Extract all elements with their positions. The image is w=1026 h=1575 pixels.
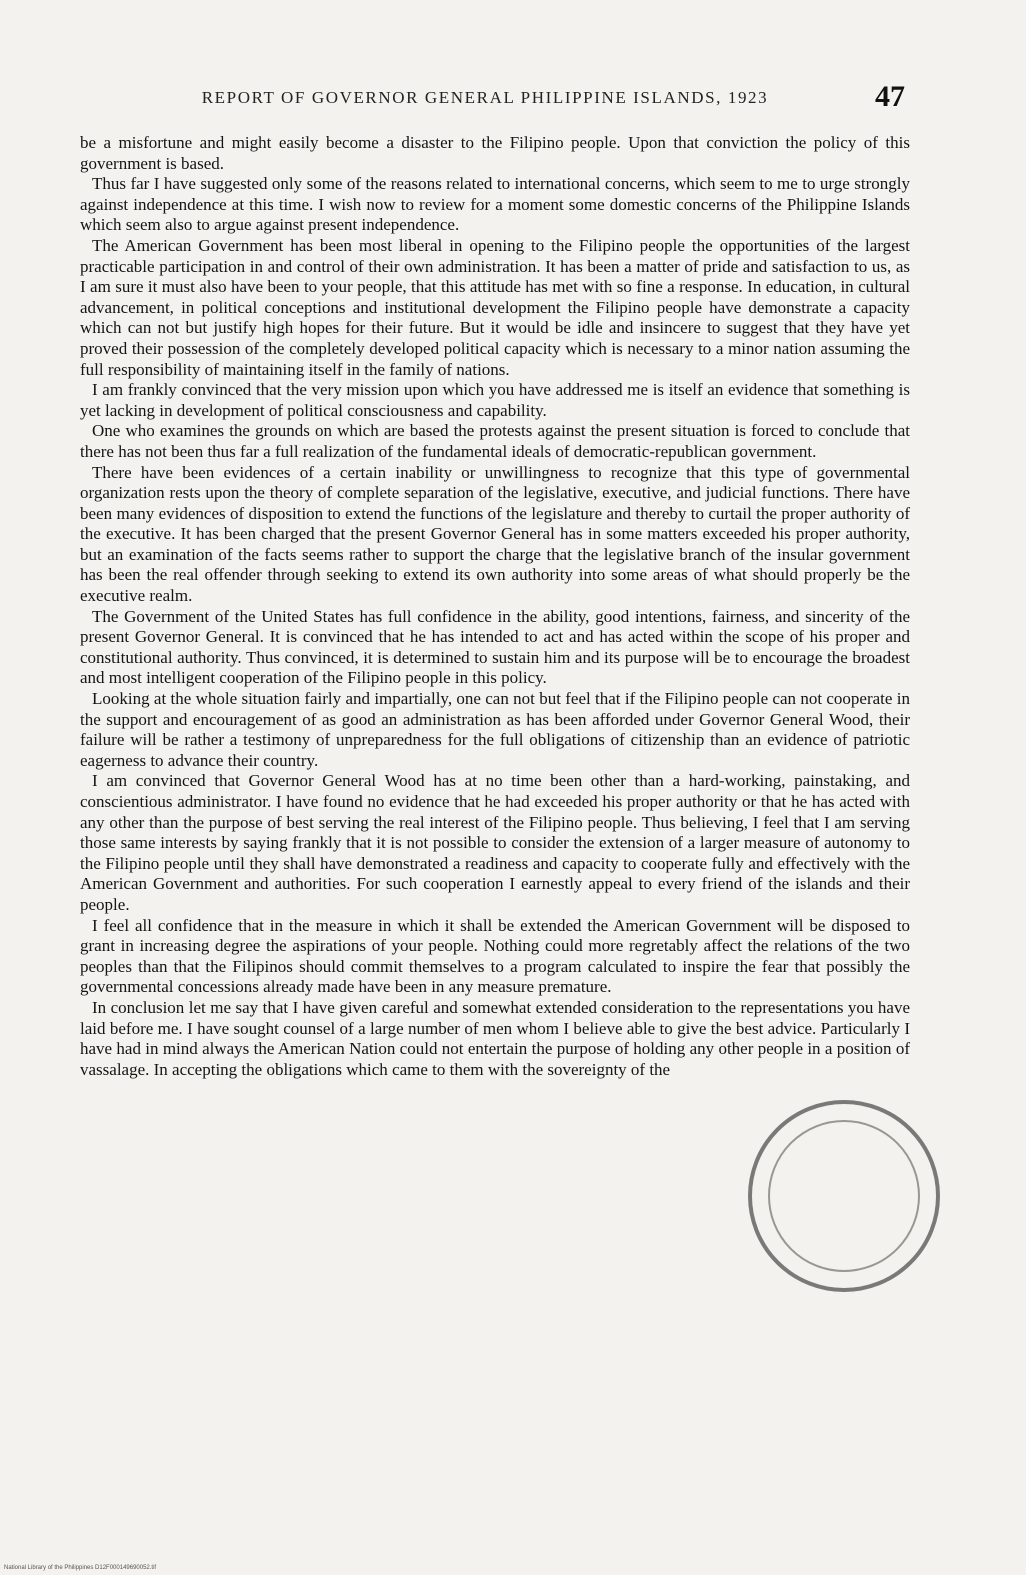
- paragraph-separation-of-powers: There have been evidences of a certain inability or unwillingness to recognize that this type of governmental organization rests upon the theory of complete separation of the legislative, executive, and judicial functions. There have been many evidences of disposition to extend the functions of the legislature and thereby to curtail the proper authority of the executive. It has been charged that the present Governor General has in some matters exceeded his proper authority, but an examination of the facts seems rather to support the charge that the legislative branch of the insular government has been the real offender through seeking to extend its own authority into some areas of what should properly be the executive realm.: [80, 462, 910, 606]
- paragraph-whole-situation: Looking at the whole situation fairly and impartially, one can not but feel that if the Filipino people can not cooperate in the support and encouragement of as good an administration as has been afforded under Governor General Wood, their failure will be rather a testimony of unpreparedness for the full obligations of citizenship than an evidence of patriotic eagerness to advance their country.: [80, 689, 910, 770]
- running-head: REPORT OF GOVERNOR GENERAL PHILIPPINE ISLANDS, 1923: [201, 88, 769, 107]
- paragraph-governor-wood: I am convinced that Governor General Wood has at no time been other than a hard-working, painstaking, and conscientious administrator. I have found no evidence that he had exceeded his proper authority or that he has acted with any other than the purpose of best serving the real interest of the Filipino people. Thus believing, I feel that I am serving those same interests by saying frankly that it is not possible to consider the extension of a larger measure of autonomy to the Filipino people until they shall have demonstrated a readiness and capacity to cooperate fully and effectively with the American Government and authorities. For such cooperation I earnestly appeal to every friend of the islands and their people.: [80, 771, 910, 914]
- body-text: [80, 133, 910, 1080]
- page-header: [120, 80, 905, 116]
- footer-credit: National Library of the Philippines D12F000149690052.tif: [4, 1565, 157, 1571]
- library-stamp: [748, 1100, 940, 1292]
- paragraph-conclusion: In conclusion let me say that I have given careful and somewhat extended consideration to the representations you have laid before me. I have sought counsel of a large number of men whom I believe able to give the best advice. Particularly I have had in mind always the American Nation could not entertain the purpose of holding any other people in a position of vassalage. In accepting the obligations which came to them with the sovereignty of the: [80, 997, 910, 1079]
- paragraph-american-government-liberal: The American Government has been most liberal in opening to the Filipino people the opportunities of the largest practicable participation in and control of their own administration. It has been a matter of pride and satisfaction to us, as I am sure it must also have been to your people, that this attitude has met with so fine a response. In education, in cultural advancement, in political conceptions and institutional development the Filipino people have demonstrate a capacity which can not but justify high hopes for their future. But it would be idle and insincere to suggest that they have yet proved their possession of the completely developed political capacity which is necessary to a minor nation assuming the full responsibility of maintaining itself in the family of nations.: [80, 235, 910, 379]
- paragraph-continuation: be a misfortune and might easily become a disaster to the Filipino people. Upon that conviction the policy of this government is based.: [80, 133, 910, 173]
- paragraph-international-concerns: Thus far I have suggested only some of the reasons related to international concerns, which seem to me to urge strongly against independence at this time. I wish now to review for a moment some domestic concerns of the Philippine Islands which seem also to argue against present independence.: [80, 174, 910, 235]
- page-number: 47: [875, 80, 905, 113]
- paragraph-protests-grounds: One who examines the grounds on which are based the protests against the present situation is forced to conclude that there has not been thus far a full realization of the fundamental ideals of democratic-republican government.: [80, 421, 910, 461]
- paragraph-mission-evidence: I am frankly convinced that the very mission upon which you have addressed me is itself an evidence that something is yet lacking in development of political consciousness and capability.: [80, 380, 910, 420]
- paragraph-confidence-governor: The Government of the United States has full confidence in the ability, good intentions, fairness, and sincerity of the present Governor General. It is convinced that he has intended to act and has acted within the scope of his proper and constitutional authority. Thus convinced, it is determined to sustain him and its purpose will be to encourage the broadest and most intelligent cooperation of the Filipino people in this policy.: [80, 606, 910, 688]
- paragraph-confidence-measure: I feel all confidence that in the measure in which it shall be extended the American Government will be disposed to grant in increasing degree the aspirations of your people. Nothing could more regretably affect the relations of the two peoples than that the Filipinos should commit themselves to a program calculated to inspire the fear that possibly the governmental concessions already made have been in any measure premature.: [80, 915, 910, 997]
